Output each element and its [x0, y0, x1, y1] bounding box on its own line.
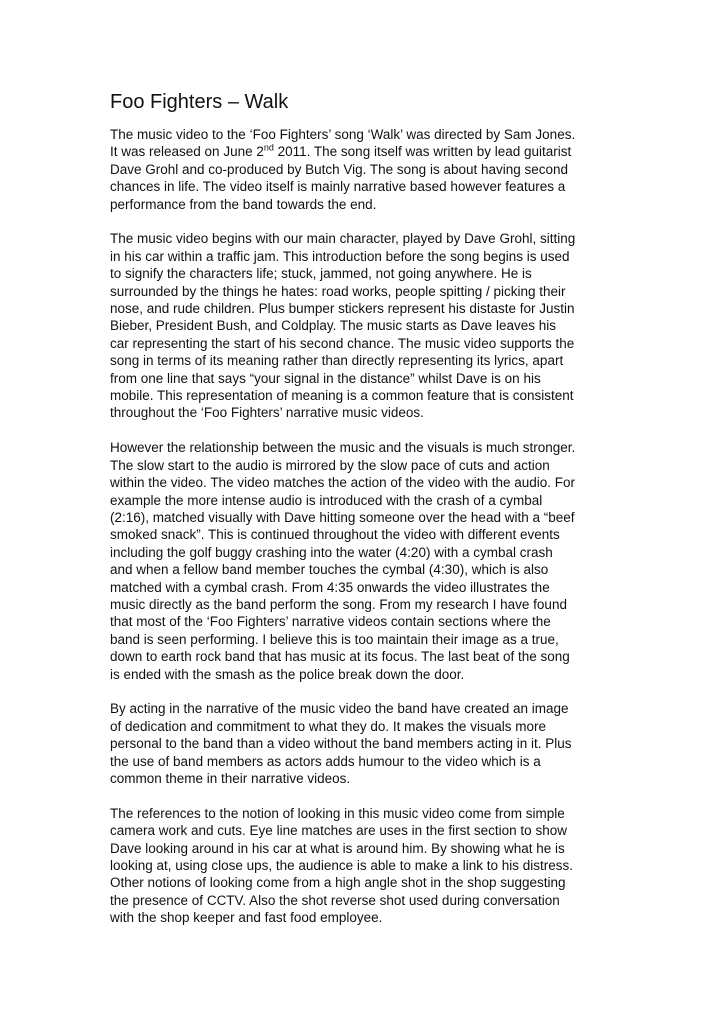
text-line: [110, 509, 622, 526]
text-line: [110, 700, 622, 717]
text-line: [110, 300, 622, 317]
text-line: [110, 805, 622, 822]
text-segment: Dave Grohl and co-produced by Butch Vig. The song is about having second: [110, 161, 569, 177]
paragraph-list: [110, 126, 622, 927]
text-segment: nose, and rude children. Plus bumper stickers represent his distaste for Justin: [110, 301, 575, 317]
text-line: [110, 892, 622, 909]
text-line: [110, 631, 622, 648]
text-segment: from one line that says “your signal in the distance” whilst Dave is on his: [110, 370, 541, 386]
text-line: [110, 404, 622, 421]
ordinal-superscript: nd: [263, 142, 274, 153]
document-body: [110, 90, 622, 944]
text-line: [110, 283, 622, 300]
text-segment: band is seen performing. I believe this is too maintain their image as a true,: [110, 631, 559, 647]
text-line: [110, 317, 622, 334]
text-segment: that most of the ‘Foo Fighters’ narrative videos contain sections where the: [110, 614, 551, 630]
body-paragraph: [110, 700, 622, 787]
text-segment: Bieber, President Bush, and Coldplay. The music starts as Dave leaves his: [110, 318, 556, 334]
text-line: [110, 196, 622, 213]
text-line: [110, 248, 622, 265]
text-segment: Dave looking around in his car at what is around him. By showing what he is: [110, 840, 565, 856]
text-segment: However the relationship between the music and the visuals is much stronger.: [110, 440, 576, 456]
text-line: [110, 648, 622, 665]
text-segment: within the video. The video matches the action of the video with the audio. For: [110, 475, 576, 491]
text-segment: performance from the band towards the end.: [110, 196, 377, 212]
text-segment: By acting in the narrative of the music video the band have created an image: [110, 701, 569, 717]
document-title: Foo Fighters – Walk: [110, 91, 289, 113]
text-segment: personal to the band than a video without the band members acting in it. Plus: [110, 736, 572, 752]
text-segment: down to earth rock band that has music at its focus. The last beat of the song: [110, 649, 570, 665]
text-line: [110, 544, 622, 561]
body-paragraph: [110, 230, 622, 421]
text-segment: throughout the ‘Foo Fighters’ narrative music videos.: [110, 405, 424, 421]
text-line: [110, 753, 622, 770]
text-segment: camera work and cuts. Eye line matches are uses in the first section to show: [110, 823, 567, 839]
text-segment: chances in life. The video itself is mainly narrative based however features a: [110, 179, 566, 195]
text-line: [110, 770, 622, 787]
text-segment: car representing the start of his second chance. The music video supports the: [110, 335, 575, 351]
text-segment: and when a fellow band member touches the cymbal (4:30), which is also: [110, 562, 549, 578]
text-segment: The references to the notion of looking in this music video come from simple: [110, 805, 565, 821]
text-line: [110, 579, 622, 596]
text-line: [110, 857, 622, 874]
text-line: [110, 666, 622, 683]
text-line: [110, 161, 622, 178]
text-line: [110, 178, 622, 195]
text-line: [110, 561, 622, 578]
text-segment: (2:16), matched visually with Dave hitting someone over the head with a “beef: [110, 509, 575, 525]
text-segment: surrounded by the things he hates: road works, people spitting / picking their: [110, 283, 566, 299]
text-segment: is ended with the smash as the police break down the door.: [110, 666, 465, 682]
text-segment: the use of band members as actors adds humour to the video which is a: [110, 753, 541, 769]
text-line: [110, 457, 622, 474]
text-line: [110, 265, 622, 282]
text-segment: Other notions of looking come from a high angle shot in the shop suggesting: [110, 875, 566, 891]
text-line: [110, 613, 622, 630]
text-line: [110, 335, 622, 352]
text-segment: including the golf buggy crashing into the water (4:20) with a cymbal crash: [110, 544, 553, 560]
text-segment: in his car within a traffic jam. This introduction before the song begins is used: [110, 248, 570, 264]
body-paragraph: [110, 126, 622, 213]
text-line: [110, 735, 622, 752]
text-line: [110, 230, 622, 247]
text-segment: 2011. The song itself was written by lead guitarist: [273, 144, 572, 160]
body-paragraph: [110, 439, 622, 683]
text-segment: mobile. This representation of meaning is a common feature that is consistent: [110, 388, 574, 404]
text-line: [110, 822, 622, 839]
text-line: [110, 909, 622, 926]
text-line: [110, 126, 622, 143]
text-segment: matched with a cymbal crash. From 4:35 onwards the video illustrates the: [110, 579, 550, 595]
body-paragraph: [110, 805, 622, 927]
text-segment: of dedication and commitment to what they do. It makes the visuals more: [110, 718, 546, 734]
text-segment: common theme in their narrative videos.: [110, 770, 351, 786]
text-line: [110, 370, 622, 387]
text-line: [110, 718, 622, 735]
text-segment: It was released on June 2: [110, 144, 264, 160]
text-line: [110, 492, 622, 509]
text-line: [110, 526, 622, 543]
text-segment: smoked snack”. This is continued throughout the video with different events: [110, 527, 560, 543]
text-line: [110, 874, 622, 891]
text-segment: looking at, using close ups, the audience is able to make a link to his distress.: [110, 858, 574, 873]
text-segment: The music video to the ‘Foo Fighters’ song ‘Walk’ was directed by Sam Jones.: [110, 127, 576, 142]
text-segment: The music video begins with our main character, played by Dave Grohl, sitting: [110, 231, 576, 247]
text-line: [110, 352, 622, 369]
text-segment: music directly as the band perform the song. From my research I have found: [110, 596, 567, 612]
text-segment: with the shop keeper and fast food employee.: [110, 910, 383, 926]
text-line: [110, 840, 622, 857]
text-line: [110, 143, 622, 160]
text-line: [110, 596, 622, 613]
text-segment: example the more intense audio is introduced with the crash of a cymbal: [110, 492, 543, 508]
text-line: [110, 439, 622, 456]
text-line: [110, 387, 622, 404]
text-segment: The slow start to the audio is mirrored by the slow pace of cuts and action: [110, 457, 550, 473]
text-segment: song in terms of its meaning rather than directly representing its lyrics, apart: [110, 353, 564, 369]
text-line: [110, 474, 622, 491]
text-segment: to signify the characters life; stuck, jammed, not going anywhere. He is: [110, 266, 532, 282]
text-segment: the presence of CCTV. Also the shot reverse shot used during conversation: [110, 892, 560, 908]
